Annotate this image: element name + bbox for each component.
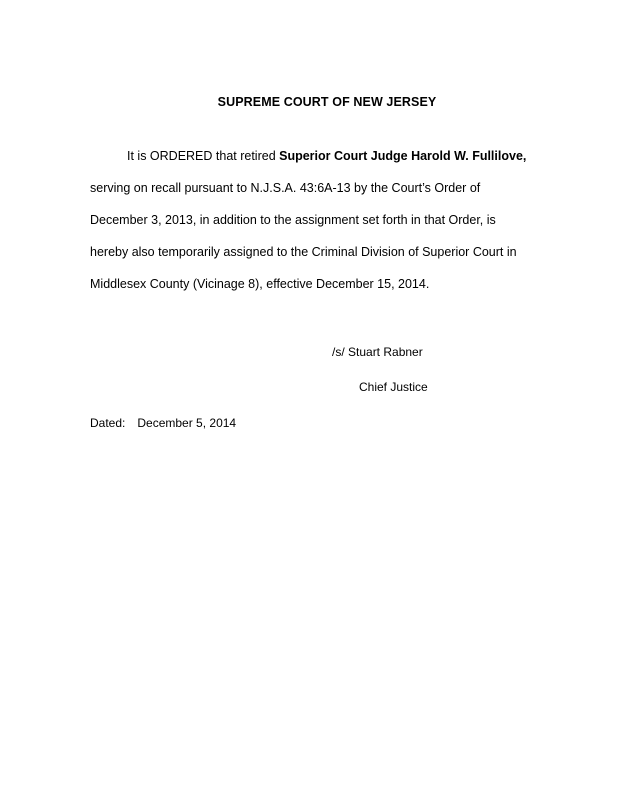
- order-text-body: serving on recall pursuant to N.J.S.A. 43:6A-13 by the Court’s Order of December 3, 2013, in addition to the assignment set forth in that Order, is hereby also temporarily assigned to the Criminal Division of Superior Court in Middlesex County (Vicinage 8), effective December 15, 2014.: [90, 181, 517, 291]
- signature-title: Chief Justice: [359, 380, 428, 394]
- dated-label: Dated:: [90, 416, 126, 430]
- dated-date: December 5, 2014: [137, 416, 237, 430]
- order-paragraph: [90, 140, 528, 300]
- judge-name: Superior Court Judge Harold W. Fullilove,: [279, 149, 527, 163]
- order-text-intro: It is ORDERED that retired: [127, 149, 280, 163]
- court-title: SUPREME COURT OF NEW JERSEY: [217, 95, 437, 109]
- dated-line: [90, 415, 236, 431]
- signature-line: /s/ Stuart Rabner: [332, 345, 423, 359]
